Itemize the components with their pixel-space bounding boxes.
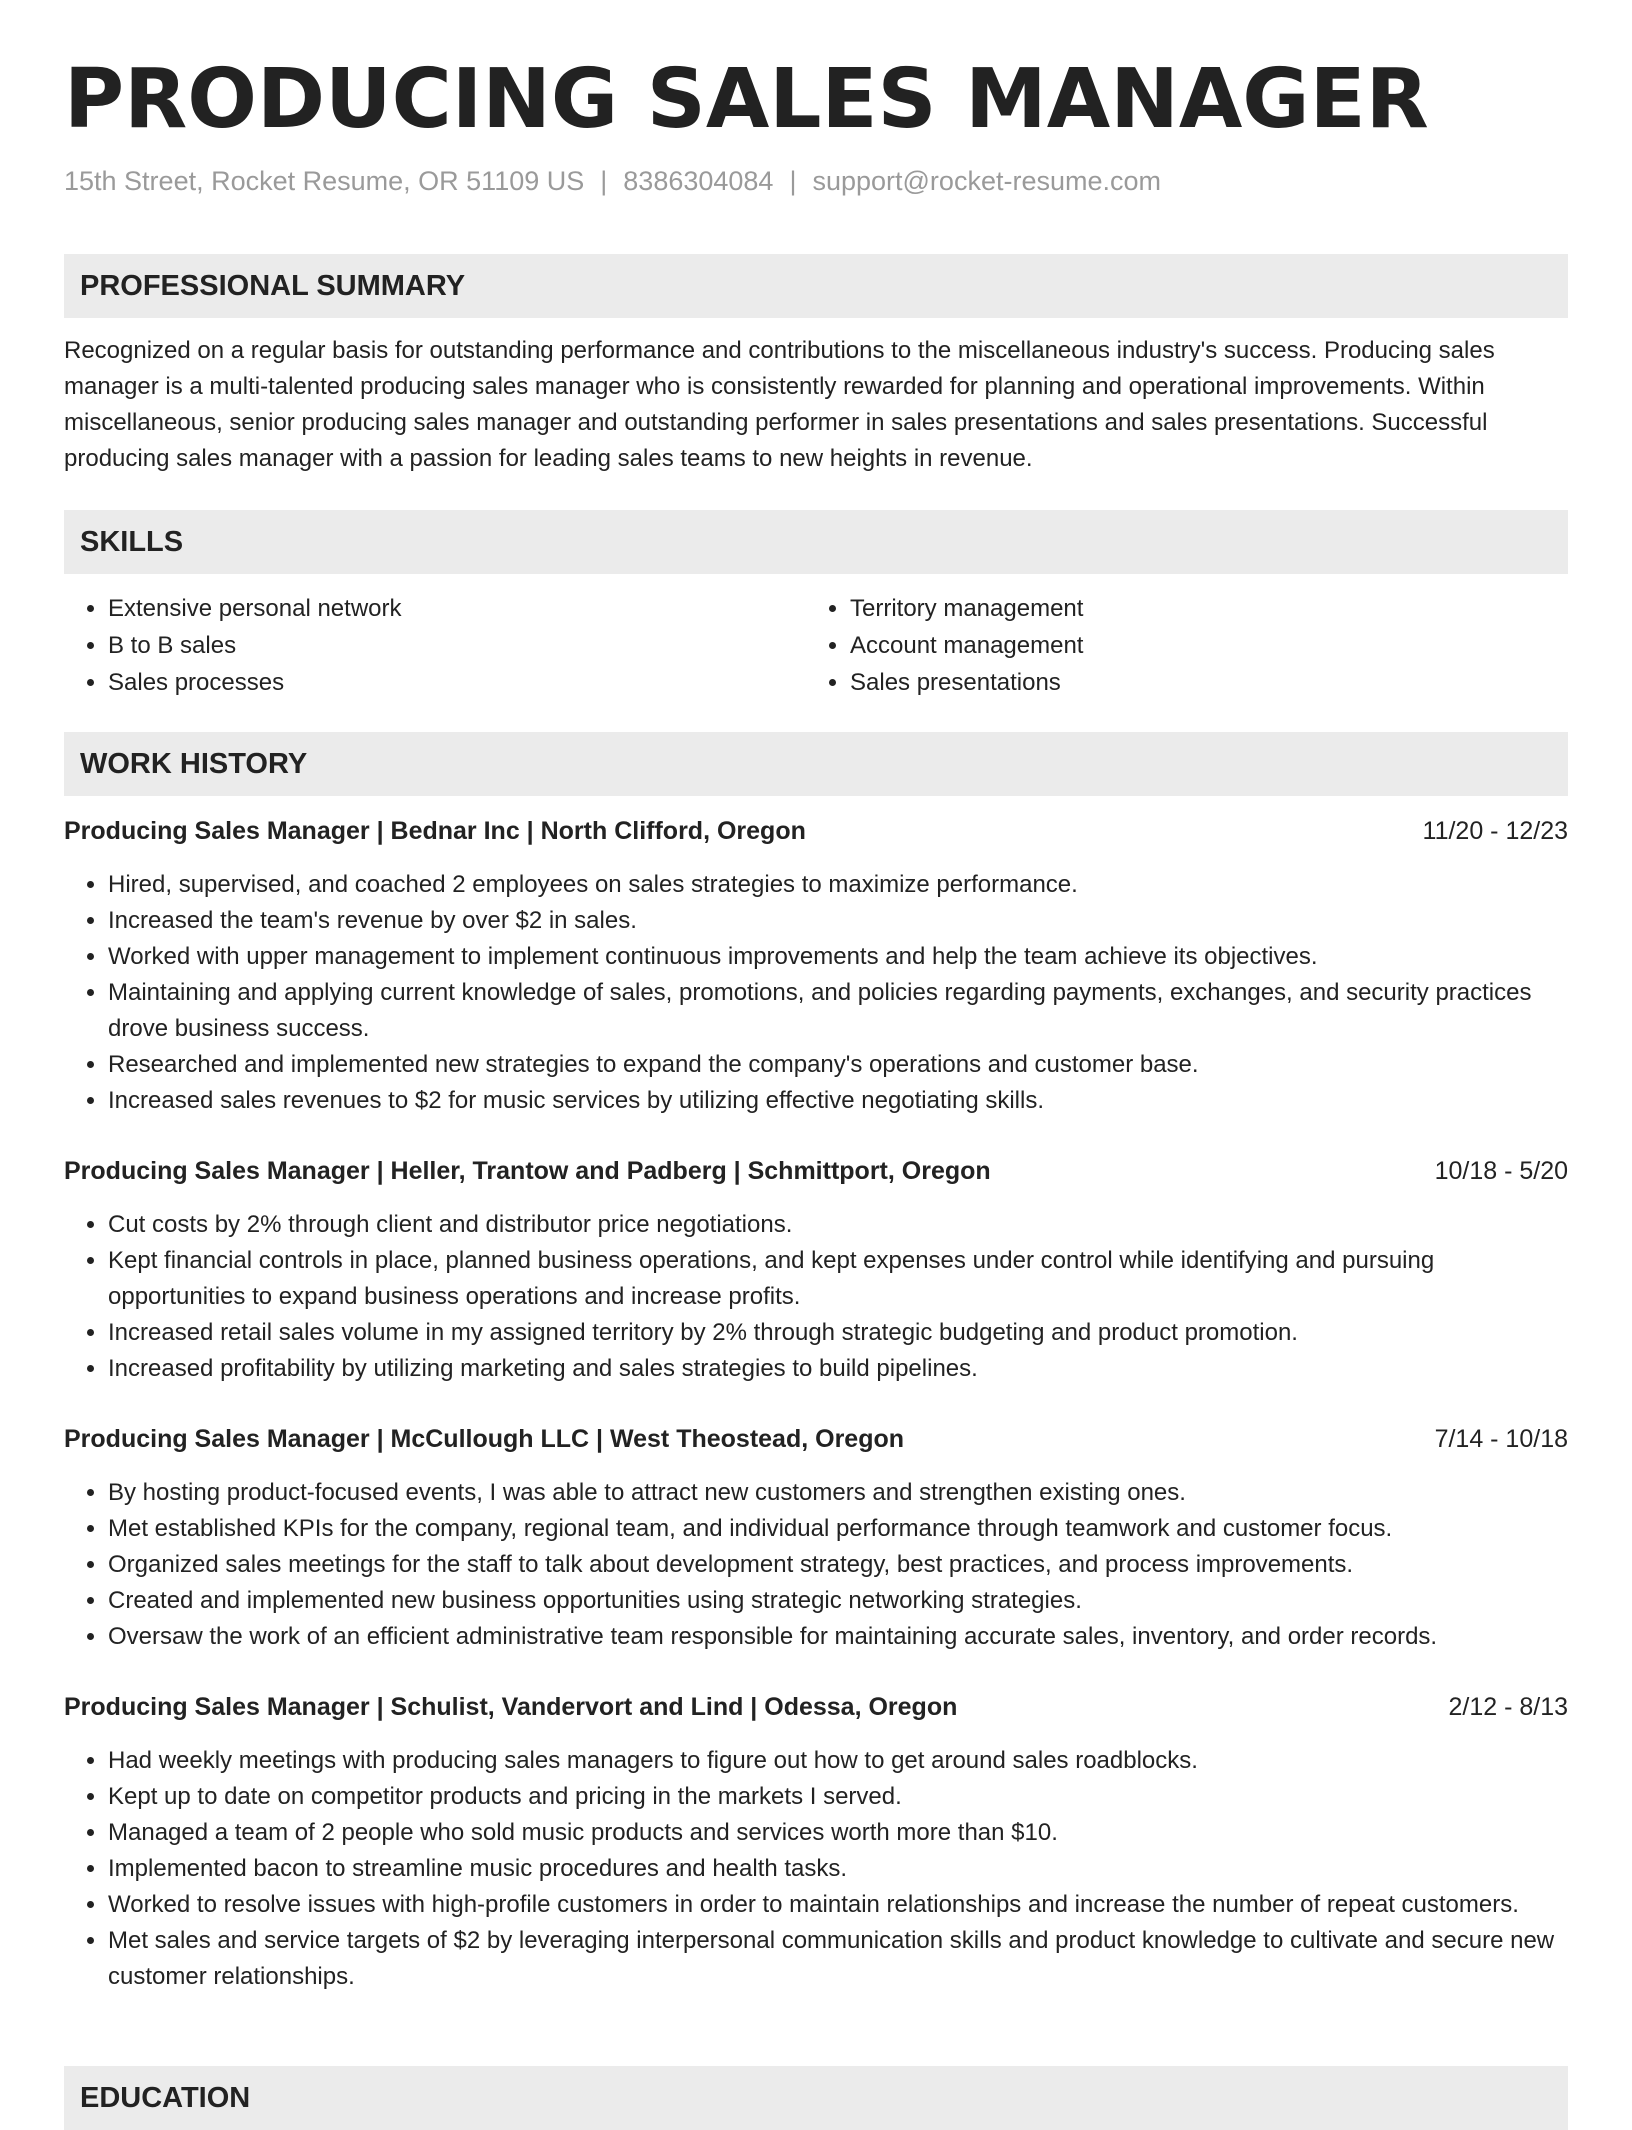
section-header-summary: PROFESSIONAL SUMMARY bbox=[64, 254, 1568, 318]
professional-summary: Recognized on a regular basis for outstanding performance and contributions to the miscellaneous industry's success. Producing sales manager is a multi-talented producing sales manager who is consistently rewarded for planning and operational improvements. Within miscellaneous, senior producing sales manager and outstanding performer in sales presentations and sales presentations. Successful producing sales manager with a passion for leading sales teams to new heights in revenue. bbox=[64, 337, 1495, 472]
job-bullet: • Hired, supervised, and coached 2 employees on sales strategies to maximize performance. bbox=[108, 867, 1568, 903]
section-header-work-history: WORK HISTORY bbox=[64, 732, 1568, 796]
job-dates: 10/18 - 5/20 bbox=[1434, 1157, 1568, 1185]
job-bullet: • Increased profitability by utilizing marketing and sales strategies to build pipelines. bbox=[108, 1351, 1568, 1387]
job-dates: 7/14 - 10/18 bbox=[1434, 1425, 1568, 1453]
job-bullet: • Implemented bacon to streamline music procedures and health tasks. bbox=[108, 1851, 1568, 1887]
skill-item: • Territory management bbox=[850, 590, 1548, 627]
job-bullet: • Researched and implemented new strategies to expand the company's operations and customer base. bbox=[108, 1047, 1568, 1083]
job-entry bbox=[64, 1689, 1568, 1995]
job-title: Producing Sales Manager | McCullough LLC | West Theostead, Oregon bbox=[64, 1425, 905, 1453]
job-dates: 11/20 - 12/23 bbox=[1422, 817, 1568, 845]
job-bullet: • Worked to resolve issues with high-profile customers in order to maintain relationships and increase the number of repeat customers. bbox=[108, 1887, 1568, 1923]
job-header bbox=[64, 1153, 1568, 1189]
job-bullet: • Increased sales revenues to $2 for music services by utilizing effective negotiating skills. bbox=[108, 1083, 1568, 1119]
job-bullet: • Kept financial controls in place, planned business operations, and kept expenses under control while identifying and pursuing opportunities to expand business operations and increase profits. bbox=[108, 1243, 1568, 1315]
skills-list bbox=[64, 590, 1568, 701]
job-entry bbox=[64, 813, 1568, 1119]
job-bullet: • Organized sales meetings for the staff to talk about development strategy, best practices, and process improvements. bbox=[108, 1547, 1568, 1583]
skill-item: • Sales processes bbox=[108, 664, 806, 701]
skills-column-right bbox=[806, 590, 1548, 701]
skill-item: • Extensive personal network bbox=[108, 590, 806, 627]
job-title: Producing Sales Manager | Schulist, Vandervort and Lind | Odessa, Oregon bbox=[64, 1693, 958, 1721]
job-bullets bbox=[64, 1743, 1568, 1995]
job-bullet: • Met established KPIs for the company, regional team, and individual performance through teamwork and customer focus. bbox=[108, 1511, 1568, 1547]
skills-column-left bbox=[64, 590, 806, 701]
job-bullet: • By hosting product-focused events, I was able to attract new customers and strengthen existing ones. bbox=[108, 1475, 1568, 1511]
candidate-name: PRODUCING SALES MANAGER bbox=[64, 52, 1429, 147]
contact-address: 15th Street, Rocket Resume, OR 51109 US bbox=[64, 166, 585, 196]
contact-separator: | bbox=[600, 166, 608, 196]
job-header bbox=[64, 1689, 1568, 1725]
job-bullet: • Met sales and service targets of $2 by leveraging interpersonal communication skills and product knowledge to cultivate and secure new customer relationships. bbox=[108, 1923, 1568, 1995]
job-bullet: • Oversaw the work of an efficient administrative team responsible for maintaining accurate sales, inventory, and order records. bbox=[108, 1619, 1568, 1655]
section-header-skills: SKILLS bbox=[64, 510, 1568, 574]
job-bullet: • Worked with upper management to implement continuous improvements and help the team achieve its objectives. bbox=[108, 939, 1568, 975]
job-entry bbox=[64, 1153, 1568, 1387]
job-bullets bbox=[64, 867, 1568, 1119]
job-bullet: • Created and implemented new business opportunities using strategic networking strategies. bbox=[108, 1583, 1568, 1619]
job-bullet: • Cut costs by 2% through client and distributor price negotiations. bbox=[108, 1207, 1568, 1243]
contact-line bbox=[64, 166, 1161, 197]
job-entry bbox=[64, 1421, 1568, 1655]
job-bullet: • Managed a team of 2 people who sold music products and services worth more than $10. bbox=[108, 1815, 1568, 1851]
job-bullet: • Kept up to date on competitor products and pricing in the markets I served. bbox=[108, 1779, 1568, 1815]
job-bullet: • Increased retail sales volume in my assigned territory by 2% through strategic budgeting and product promotion. bbox=[108, 1315, 1568, 1351]
job-header bbox=[64, 813, 1568, 849]
skill-item: • Sales presentations bbox=[850, 664, 1548, 701]
job-bullets bbox=[64, 1207, 1568, 1387]
job-dates: 2/12 - 8/13 bbox=[1448, 1693, 1568, 1721]
contact-email: support@rocket-resume.com bbox=[812, 166, 1161, 196]
job-title: Producing Sales Manager | Bednar Inc | North Clifford, Oregon bbox=[64, 817, 806, 845]
skill-item: • Account management bbox=[850, 627, 1548, 664]
job-bullets bbox=[64, 1475, 1568, 1655]
job-bullet: • Had weekly meetings with producing sales managers to figure out how to get around sales roadblocks. bbox=[108, 1743, 1568, 1779]
section-header-education: EDUCATION bbox=[64, 2066, 1568, 2130]
job-header bbox=[64, 1421, 1568, 1457]
contact-separator: | bbox=[789, 166, 797, 196]
job-title: Producing Sales Manager | Heller, Trantow and Padberg | Schmittport, Oregon bbox=[64, 1157, 991, 1185]
job-bullet: • Increased the team's revenue by over $2 in sales. bbox=[108, 903, 1568, 939]
skill-item: • B to B sales bbox=[108, 627, 806, 664]
contact-phone: 8386304084 bbox=[623, 166, 774, 196]
job-bullet: • Maintaining and applying current knowledge of sales, promotions, and policies regarding payments, exchanges, and security practices drove business success. bbox=[108, 975, 1568, 1047]
